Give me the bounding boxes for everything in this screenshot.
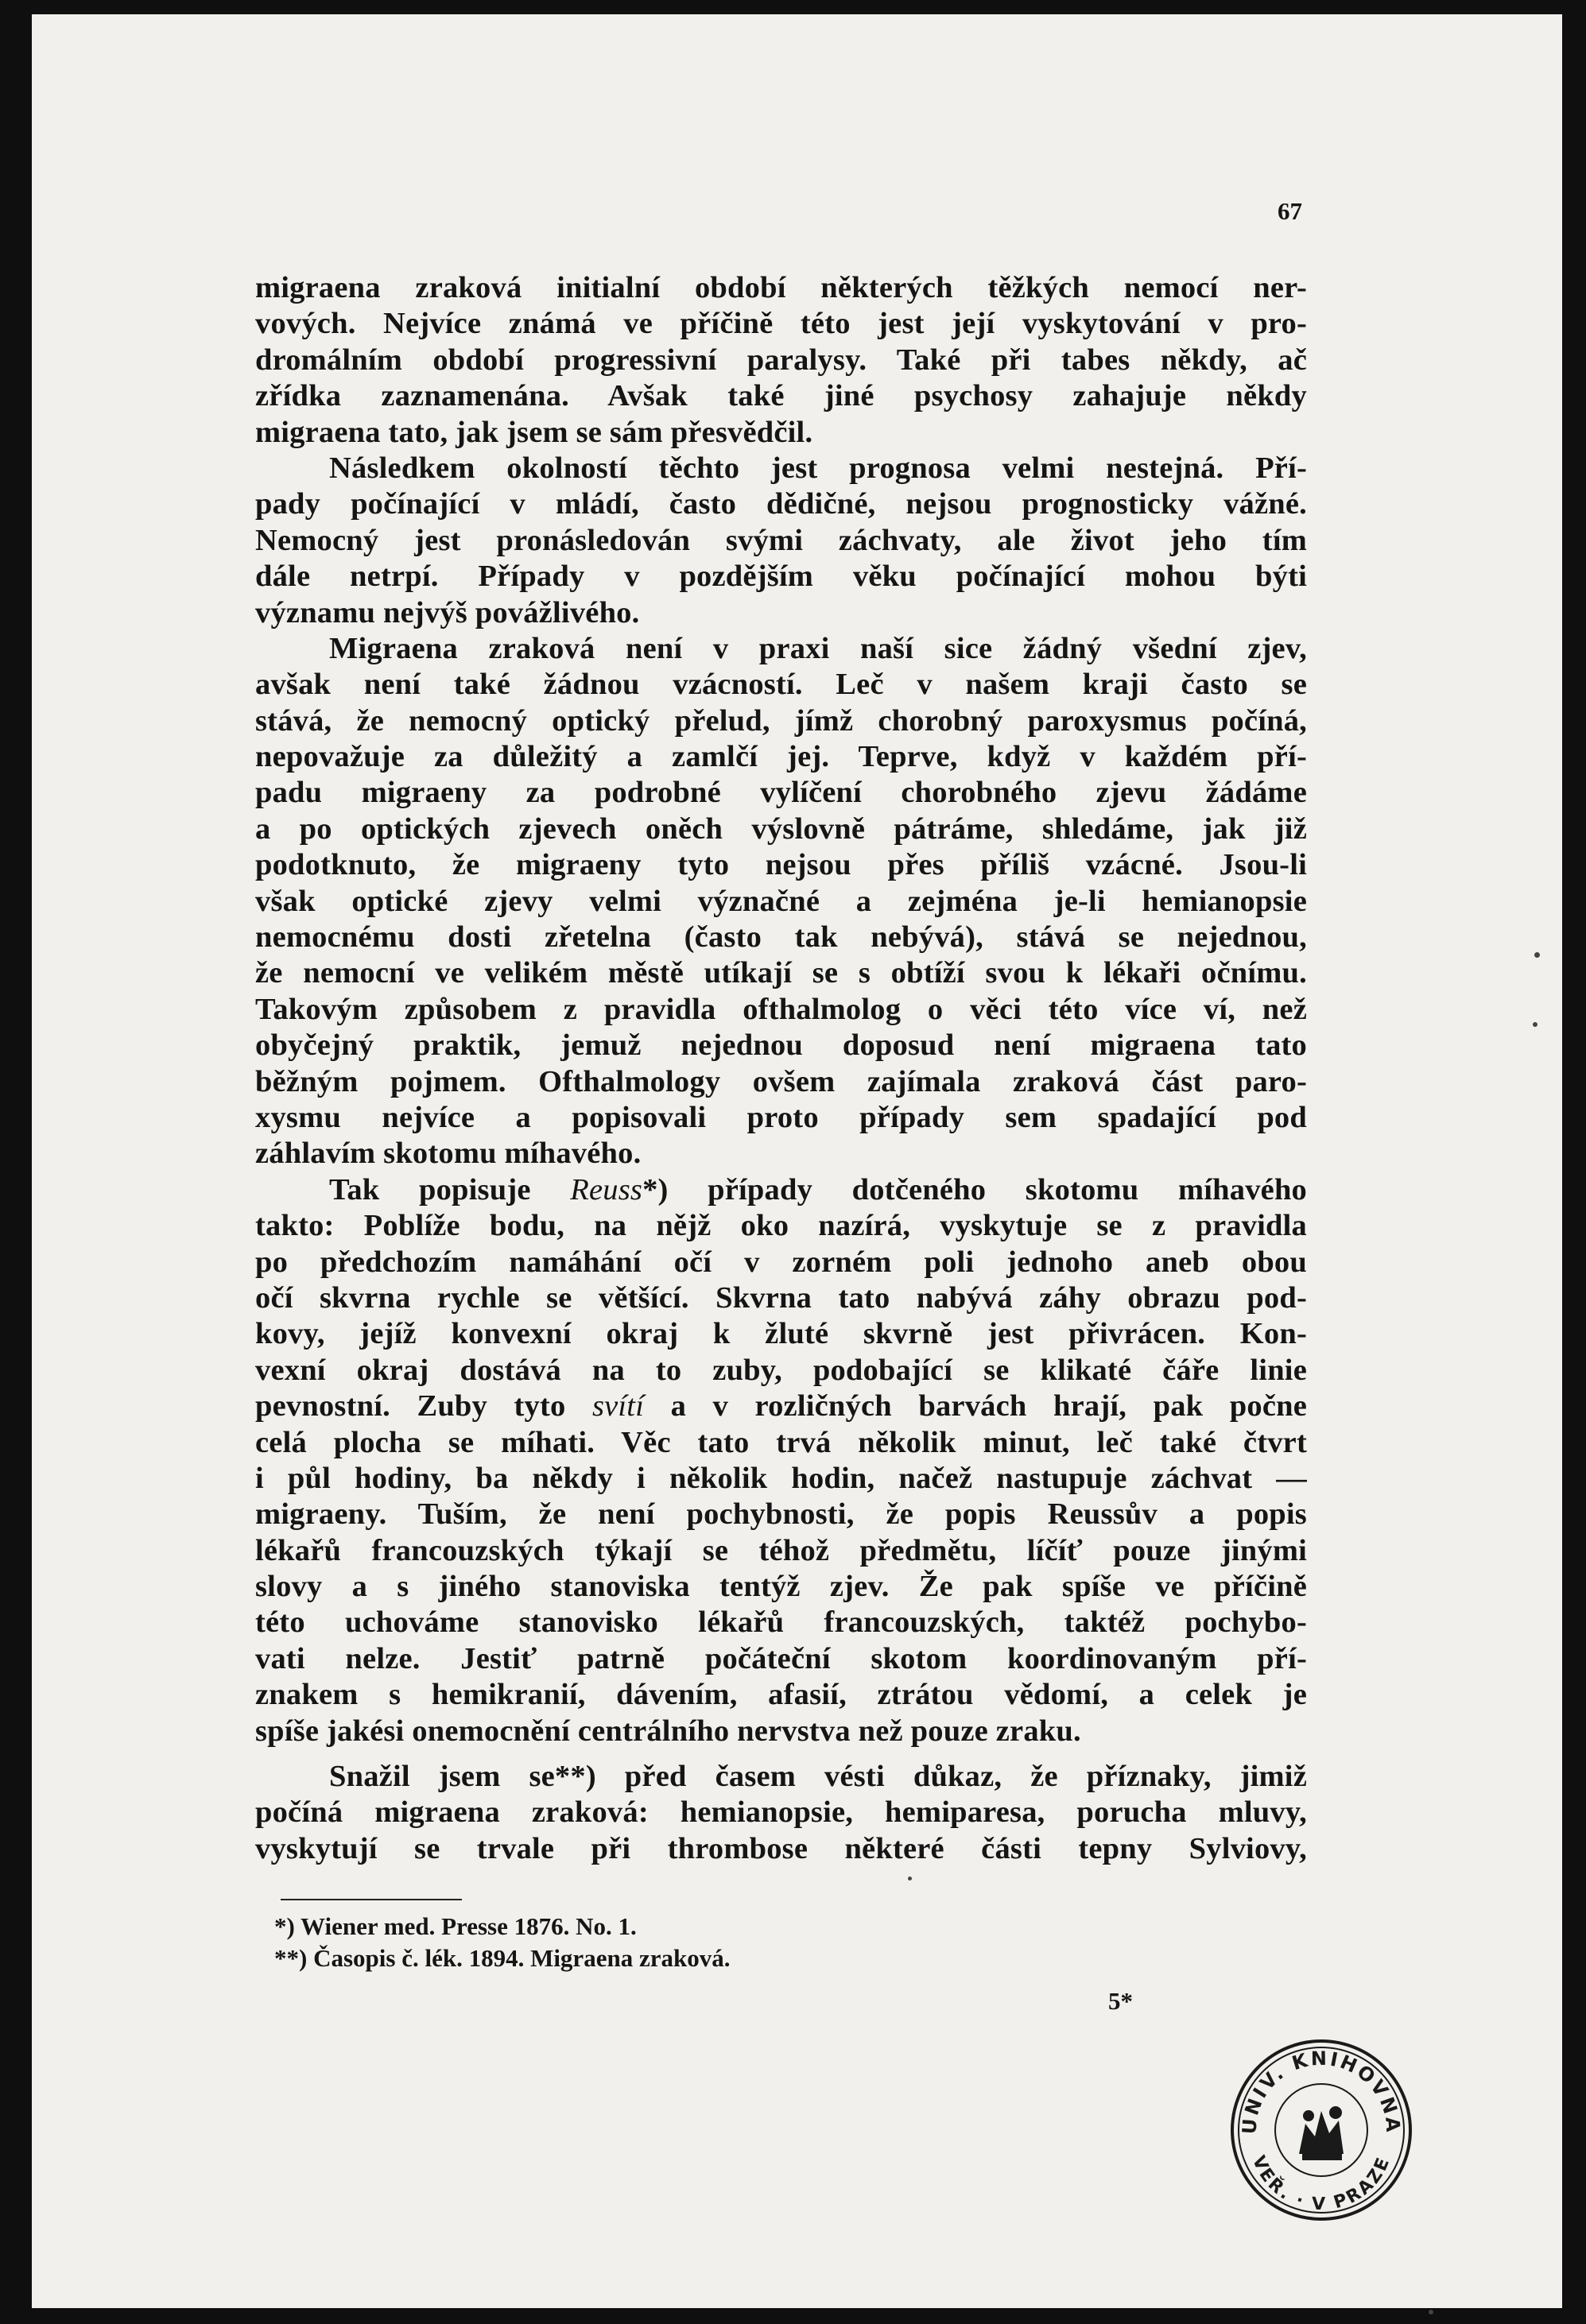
paragraph-5 xyxy=(255,1759,1307,1867)
scan-speck xyxy=(1533,1022,1538,1027)
text-line xyxy=(255,1389,1307,1424)
text-line: významu nejvýš povážlivého. xyxy=(255,595,640,629)
text-run: a v rozličných barvách hrají, pak počne xyxy=(644,1389,1308,1423)
text-line: Nemocný jest pronásledován svými záchvaty, ale život jeho tím xyxy=(255,523,1307,557)
library-stamp-icon xyxy=(1226,2035,1417,2225)
text-line: však optické zjevy velmi význačné a zejména je-li hemianopsie xyxy=(255,884,1307,918)
text-line: Snažil jsem se**) před časem vésti důkaz, že příznaky, jimiž xyxy=(329,1760,1307,1794)
text-line: záhlavím skotomu míhavého. xyxy=(255,1137,642,1171)
text-line: dále netrpí. Případy v pozdějším věku počínající mohou býti xyxy=(255,560,1307,594)
text-line: zřídka zaznamenána. Avšak také jiné psychosy zahajuje někdy xyxy=(255,379,1307,413)
text-run: Tak popisuje xyxy=(329,1172,571,1207)
text-line: pady počínající v mládí, často dědičné, nejsou prognosticky vážné. xyxy=(255,487,1307,521)
text-line: xysmu nejvíce a popisovali proto případy sem spadající pod xyxy=(255,1100,1307,1134)
text-line: vati nelze. Jestiť patrně počáteční skotom koordinovaným pří- xyxy=(255,1641,1307,1675)
footnote-rule xyxy=(281,1899,462,1900)
text-line: padu migraeny za podrobné vylíčení chorobného zjevu žádáme xyxy=(255,776,1307,810)
text-line: obyčejný praktik, jemuž nejednou doposud není migraena tato xyxy=(255,1028,1307,1063)
text-line: migraena tato, jak jsem se sám přesvědčil. xyxy=(255,415,813,449)
text-line: že nemocní ve velikém městě utíkají se s obtíží svou k lékaři očnímu. xyxy=(255,956,1307,990)
text-run: případy dotčeného skotomu míhavého xyxy=(668,1172,1308,1207)
text-line: migraena zraková initialní období některých těžkých nemocí ner- xyxy=(255,271,1307,304)
scan-speck xyxy=(1429,2310,1433,2314)
text-line: počíná migraena zraková: hemianopsie, hemiparesa, porucha mluvy, xyxy=(255,1795,1307,1830)
text-run: pevnostní. Zuby tyto xyxy=(255,1389,592,1423)
emphasis-word: svítí xyxy=(591,1389,645,1423)
text-line: spíše jakési onemocnění centrálního nervstva než pouze zraku. xyxy=(255,1714,1081,1748)
document-page xyxy=(32,14,1562,2308)
paragraph-2 xyxy=(255,451,1307,631)
text-line: vyskytují se trvale při thrombose některé části tepny Sylviovy, xyxy=(255,1831,1307,1865)
text-line: nemocnému dosti zřetelna (často tak nebývá), stává se nejednou, xyxy=(255,920,1307,955)
page-number: 67 xyxy=(1278,197,1302,225)
text-line: i půl hodiny, ba někdy i několik hodin, načež nastupuje záchvat — xyxy=(255,1461,1307,1495)
text-line: celá plocha se míhati. Věc tato trvá několik minut, leč také čtvrt xyxy=(255,1425,1307,1459)
text-line: běžným pojmem. Ofthalmology ovšem zajímala zraková část paro- xyxy=(255,1064,1307,1098)
body-text xyxy=(255,270,1307,1867)
text-line: stává, že nemocný optický přelud, jímž chorobný paroxysmus počíná, xyxy=(255,703,1307,738)
paragraph-3 xyxy=(255,631,1307,1172)
text-line: vexní okraj dostává na to zuby, podobající se klikaté čáře linie xyxy=(255,1353,1307,1387)
text-line: kovy, jejíž konvexní okraj k žluté skvrně jest přivrácen. Kon- xyxy=(255,1317,1307,1351)
text-line: podotknuto, že migraeny tyto nejsou přes příliš vzácné. Jsou-li xyxy=(255,848,1307,882)
text-line: Migraena zraková není v praxi naší sice žádný všední zjev, xyxy=(329,631,1307,665)
svg-text:VEŘ. · V PRAZE: VEŘ. · V PRAZE xyxy=(1247,2152,1395,2215)
text-line: takto: Poblíže bodu, na nějž oko nazírá, vyskytuje se z pravidla xyxy=(255,1209,1307,1243)
text-line: této uchováme stanovisko lékařů francouzských, taktéž pochybo- xyxy=(255,1605,1307,1640)
text-line: znakem s hemikranií, dávením, afasií, ztrátou vědomí, a celek je xyxy=(255,1678,1307,1712)
scan-speck xyxy=(1534,952,1540,958)
text-line: migraeny. Tuším, že není pochybnosti, že popis Reussův a popis xyxy=(255,1497,1307,1532)
text-line: po předchozím namáhání očí v zorném poli jednoho aneb obou xyxy=(255,1245,1307,1279)
text-line: vových. Nejvíce známá ve příčině této jest její vyskytování v pro- xyxy=(255,307,1307,341)
text-line: avšak není také žádnou vzácností. Leč v našem kraji často se xyxy=(255,668,1307,702)
paragraph-4 xyxy=(255,1172,1307,1749)
text-line: slovy a s jiného stanoviska tentýž zjev. Že pak spíše ve příčině xyxy=(255,1570,1307,1604)
paragraph-1 xyxy=(255,270,1307,451)
text-line xyxy=(255,1172,1307,1208)
text-line: lékařů francouzských týkají se téhož předmětu, líčíť pouze jinými xyxy=(255,1533,1307,1567)
svg-text:UNIV. KNIHOVNA: UNIV. KNIHOVNA xyxy=(1238,2047,1405,2136)
text-line: Následkem okolností těchto jest prognosa velmi nestejná. Pří- xyxy=(329,451,1307,485)
signature-mark: 5* xyxy=(1108,1987,1133,2015)
scan-speck xyxy=(908,1877,912,1881)
text-line: a po optických zjevech oněch výslovně pátráme, shledáme, jak již xyxy=(255,811,1307,846)
text-line: nepovažuje za důležitý a zamlčí jej. Teprve, když v každém pří- xyxy=(255,740,1307,774)
footnote-2: **) Časopis č. lék. 1894. Migraena zraková. xyxy=(274,1944,731,1972)
text-line: dromálním období progressivní paralysy. Také při tabes někdy, ač xyxy=(255,343,1307,377)
footnote-1: *) Wiener med. Presse 1876. No. 1. xyxy=(274,1912,637,1940)
text-line: očí skvrna rychle se většící. Skvrna tato nabývá záhy obrazu pod- xyxy=(255,1280,1307,1315)
author-name-reuss: Reuss xyxy=(570,1172,643,1207)
text-line: Takovým způsobem z pravidla ofthalmolog o věci této více ví, než xyxy=(255,992,1307,1026)
footnote-mark: *) xyxy=(642,1172,669,1207)
